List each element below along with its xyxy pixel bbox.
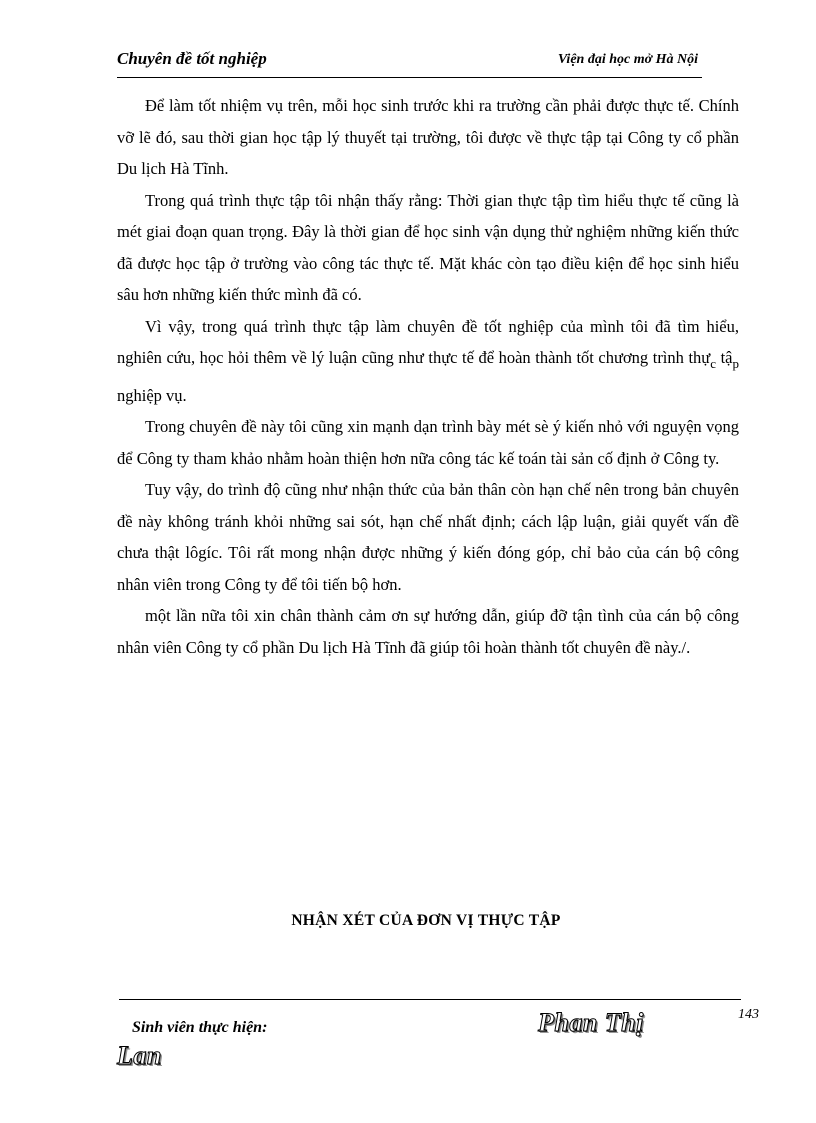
section-title: NHẬN XÉT CỦA ĐƠN VỊ THỰC TẬP: [291, 912, 561, 929]
page-header: [117, 47, 702, 78]
page-number: 143: [738, 1007, 759, 1022]
header-document-type: Chuyên đề tốt nghiệp: [117, 49, 267, 68]
footer-student-name: Phan Thị: [538, 1008, 644, 1037]
paragraph: Để làm tốt nhiệm vụ trên, mỗi học sinh trước khi ra trường cần phải được thực tế. Chính vỡ lẽ đó, sau thời gian học tập lý thuyết tại trường, tôi được về thực tập tại Công ty cổ phần Du lịch Hà Tĩnh.: [117, 96, 739, 178]
subscript-letter: c: [710, 356, 717, 371]
footer-divider: [119, 999, 741, 1000]
paragraph: Trong chuyên đề này tôi cũng xin mạnh dạn trình bày mét sè ý kiến nhỏ với nguyện vọng để Công ty tham khảo nhằm hoàn thiện hơn nữa công tác kế toán tài sản cố định ở Công ty.: [117, 417, 739, 468]
paragraph-text: Vì vậy, trong quá trình thực tập làm chuyên đề tốt nghiệp của mình tôi đã tìm hiểu, nghiên cứu, học hỏi thêm về lý luận cũng như thực tế để hoàn thành tốt chương trình thự: [117, 316, 739, 367]
paragraph: [117, 311, 739, 412]
header-institution: Viện đại học mở Hà Nội: [557, 52, 698, 67]
paragraph-text: tậ: [716, 348, 733, 367]
paragraph: một lần nữa tôi xin chân thành cảm ơn sự hướng dẫn, giúp đỡ tận tình của cán bộ công nhân viên Công ty cổ phần Du lịch Hà Tĩnh đã giúp tôi hoàn thành tốt chuyên đề này./.: [117, 606, 739, 657]
paragraph: Trong quá trình thực tập tôi nhận thấy rằng: Thời gian thực tập tìm hiểu thực tế cũng là mét giai đoạn quan trọng. Đây là thời gian để học sinh vận dụng thử nghiệm những kiến thức đã được học tập ở trường vào công tác thực tế. Mặt khác còn tạo điều kiện để học sinh hiểu sâu hơn những kiến thức mình đã có.: [117, 190, 739, 304]
subscript-letter: p: [732, 356, 739, 371]
footer-student-label: Sinh viên thực hiện:: [132, 1019, 268, 1036]
paragraph-text: nghiệp vụ.: [117, 385, 187, 405]
paragraph: Tuy vậy, do trình độ cũng như nhận thức của bản thân còn hạn chế nên trong bản chuyên đề này không tránh khỏi những sai sót, hạn chế nhất định; cách lập luận, giải quyết vấn đề chưa thật lôgíc. Tôi rất mong nhận được những ý kiến đóng góp, chỉ bảo của cán bộ công nhân viên trong Công ty để tôi tiến bộ hơn.: [117, 480, 739, 594]
footer-student-name-continued: Lan: [117, 1041, 162, 1070]
body-text: [117, 90, 739, 663]
